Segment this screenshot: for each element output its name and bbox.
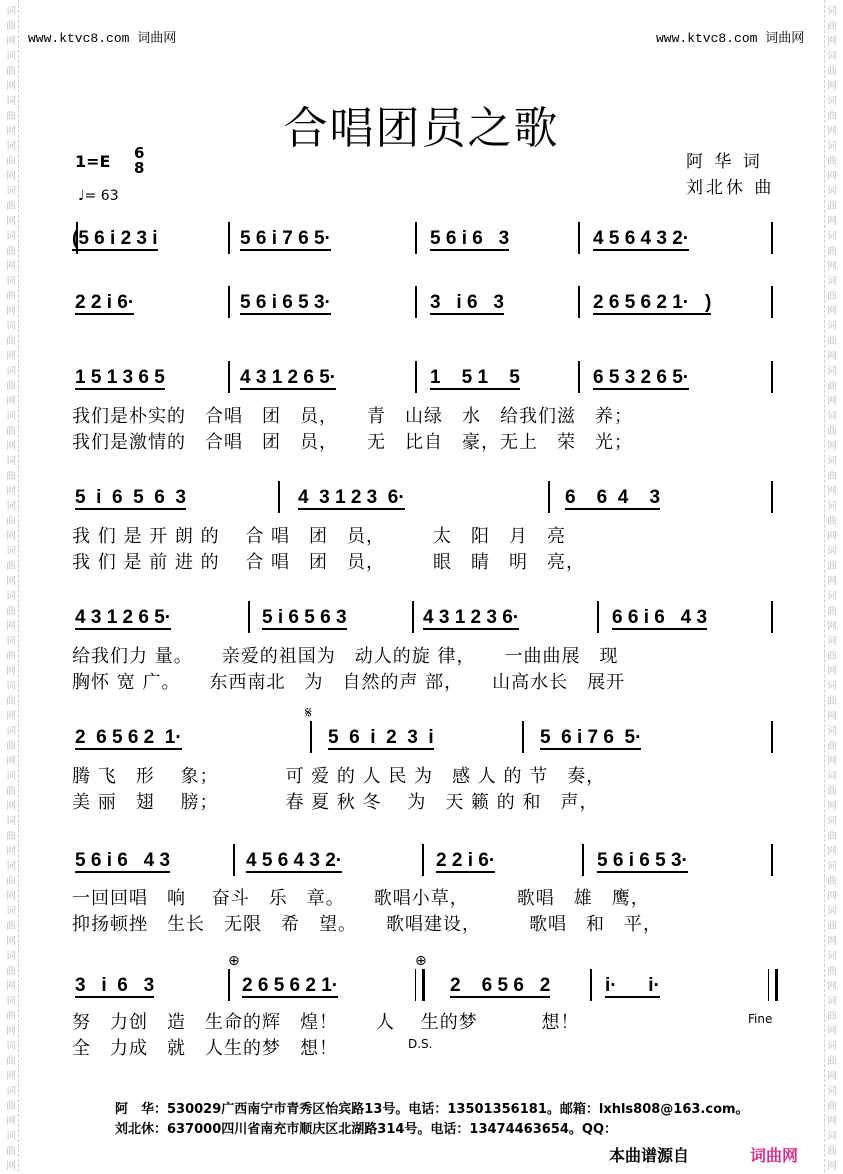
barline xyxy=(771,844,773,876)
watermark-strip-right: 词 曲 网 词 曲 网 词 曲 网 词 曲 网 词 曲 网 词 曲 网 词 曲 网 词 曲 网 词 曲 网 词 曲 网 词 曲 网 词 曲 网 词 曲 网 词 曲 网 词 曲 网 词 曲 网 词 曲 网 词 曲 网 词 曲 网 词 曲 网 词 曲 网 词 曲 网 词 曲 网 词 曲 网 词 曲 网 词 曲 网 xyxy=(824,0,839,1172)
score-row xyxy=(0,975,843,1005)
score-row xyxy=(0,850,843,880)
measure: 5 i 6 5 6 3 xyxy=(75,487,186,508)
coda-icon: ⊕ xyxy=(415,953,427,969)
time-signature xyxy=(134,146,144,176)
barline xyxy=(771,481,773,513)
lyric-line: 努 力创 造 生命的辉 煌！ 人 生的梦 想！ xyxy=(72,1012,580,1033)
barline xyxy=(415,361,417,393)
barline xyxy=(590,969,592,1001)
measure: 5 i 6 5 6 3 xyxy=(262,607,347,628)
lyric-line: 一回回唱 响 奋斗 乐 章。 歌唱小草， 歌唱 雄 鹰， xyxy=(72,888,650,909)
score-row xyxy=(0,292,843,322)
measure: 3 i 6 3 xyxy=(75,975,155,996)
quarter-note-icon: ♩ xyxy=(78,188,85,204)
barline xyxy=(310,721,312,753)
measure: 6 5 3 2 6 5· xyxy=(593,367,690,388)
measure: 4 3 1 2 6 5· xyxy=(75,607,172,628)
barline xyxy=(248,601,250,633)
lyric-line: 我 们 是 前 进 的 合 唱 团 员， 眼 睛 明 亮， xyxy=(72,552,586,573)
barline xyxy=(771,222,773,254)
lyric-line: 给我们力 量。 亲爱的祖国为 动人的旋 律， 一曲曲展 现 xyxy=(72,646,619,667)
barline xyxy=(771,361,773,393)
barline xyxy=(228,222,230,254)
barline xyxy=(228,969,230,1001)
measure: 5 6 i 6 5 3· xyxy=(240,292,331,313)
measure: 4 5 6 4 3 2· xyxy=(246,850,343,871)
barline xyxy=(771,721,773,753)
score-row xyxy=(0,727,843,757)
barline xyxy=(771,286,773,318)
ds-mark: D.S. xyxy=(408,1037,433,1051)
barline xyxy=(582,844,584,876)
barline xyxy=(597,601,599,633)
barline xyxy=(522,721,524,753)
measure: 2 6 5 6 2 1· xyxy=(242,975,339,996)
barline xyxy=(771,601,773,633)
barline xyxy=(422,844,424,876)
measure: 4 3 1 2 3 6· xyxy=(298,487,405,508)
measure: (5 6 i 2 3 i xyxy=(72,228,158,249)
lyric-line: 全 力成 就 人生的梦 想！ xyxy=(72,1038,338,1059)
site-url: www.ktvc8.com xyxy=(656,31,758,46)
barline xyxy=(415,222,417,254)
measure: 1 5 1 5 xyxy=(430,367,520,388)
watermark-strip-left: 词 曲 网 词 曲 网 词 曲 网 词 曲 网 词 曲 网 词 曲 网 词 曲 网 词 曲 网 词 曲 网 词 曲 网 词 曲 网 词 曲 网 词 曲 网 词 曲 网 词 曲 网 词 曲 网 词 曲 网 词 曲 网 词 曲 网 词 曲 网 词 曲 网 词 曲 网 词 曲 网 词 曲 网 词 曲 网 词 曲 网 xyxy=(4,0,19,1172)
measure: 5 6 i 7 6 5· xyxy=(540,727,642,748)
tempo-value: = 63 xyxy=(84,188,119,204)
barline xyxy=(228,361,230,393)
barline xyxy=(548,481,550,513)
composer: 刘北休 曲 xyxy=(686,178,775,198)
song-title: 合唱团员之歌 xyxy=(283,103,560,154)
site-header-left xyxy=(28,27,176,46)
lyric-line: 美 丽 翅 膀； 春 夏 秋 冬 为 天 籁 的 和 声， xyxy=(72,792,599,813)
measure: 6 6 4 3 xyxy=(565,487,661,508)
brand-logo: 词曲网 xyxy=(750,1146,799,1165)
site-name: 词曲网 xyxy=(765,31,805,46)
barline xyxy=(415,286,417,318)
measure: 6 6 i 6 4 3 xyxy=(612,607,708,628)
double-barline xyxy=(415,969,425,1001)
measure: 3 i 6 3 xyxy=(430,292,504,313)
site-name: 词曲网 xyxy=(137,31,177,46)
measure: 4 3 1 2 3 6· xyxy=(423,607,520,628)
score-row xyxy=(0,228,843,258)
lyric-line: 我 们 是 开 朗 的 合 唱 团 员， 太 阳 月 亮 xyxy=(72,526,567,547)
lyricist: 阿 华 词 xyxy=(686,152,763,172)
footer-contact-1: 阿 华：530029广西南宁市青秀区怡宾路13号。电话：13501356181。邮箱：lxhls808@163.com。 xyxy=(115,1102,749,1117)
measure: 5 6 i 6 5 3· xyxy=(597,850,688,871)
measure: 2 6 5 6 2 1· ) xyxy=(593,292,712,313)
key-signature: 1=E xyxy=(75,152,111,171)
measure: 5 6 i 2 3 i xyxy=(328,727,434,748)
lyric-line: 胸怀 宽 广。 东西南北 为 自然的声 部， 山高水长 展开 xyxy=(72,672,626,693)
barline xyxy=(412,601,414,633)
barline xyxy=(233,844,235,876)
fine-mark: Fine xyxy=(748,1012,773,1026)
score-row xyxy=(0,367,843,397)
measure: 4 3 1 2 6 5· xyxy=(240,367,337,388)
footer-contact-2: 刘北休：637000四川省南充市顺庆区北湖路314号。电话：13474463654。QQ： xyxy=(115,1122,618,1137)
measure: 2 6 5 6 2 1· xyxy=(75,727,182,748)
site-url: www.ktvc8.com xyxy=(28,31,130,46)
source-label: 本曲谱源自 xyxy=(605,1143,693,1166)
time-bottom: 8 xyxy=(134,159,145,177)
measure: i· i· xyxy=(605,975,660,996)
measure: 5 6 i 6 4 3 xyxy=(75,850,171,871)
barline xyxy=(228,286,230,318)
measure: 2 2 i 6· xyxy=(436,850,496,871)
measure: 5 6 i 7 6 5· xyxy=(240,228,331,249)
measure: 2 6 5 6 2 xyxy=(450,975,551,996)
measure: 2 2 i 6· xyxy=(75,292,135,313)
site-header-right xyxy=(656,27,804,46)
measure: 5 6 i 6 3 xyxy=(430,228,510,249)
double-barline xyxy=(768,969,778,1001)
lyric-line: 我们是激情的 合唱 团 员， 无 比自 豪，无上 荣 光； xyxy=(72,432,633,453)
score-row xyxy=(0,607,843,637)
barline xyxy=(578,286,580,318)
barline xyxy=(578,361,580,393)
score-row xyxy=(0,487,843,517)
lyric-line: 我们是朴实的 合唱 团 员， 青 山绿 水 给我们滋 养； xyxy=(72,406,633,427)
time-top: 6 xyxy=(134,144,145,162)
measure: 1 5 1 3 6 5 xyxy=(75,367,165,388)
barline xyxy=(578,222,580,254)
measure: 4 5 6 4 3 2· xyxy=(593,228,690,249)
tempo xyxy=(78,188,119,204)
segno-icon: 𝄋 xyxy=(305,703,312,722)
coda-icon: ⊕ xyxy=(228,953,240,969)
barline xyxy=(278,481,280,513)
lyric-line: 抑扬顿挫 生长 无限 希 望。 歌唱建设， 歌唱 和 平， xyxy=(72,914,662,935)
lyric-line: 腾 飞 形 象； 可 爱 的 人 民 为 感 人 的 节 奏， xyxy=(72,766,606,787)
